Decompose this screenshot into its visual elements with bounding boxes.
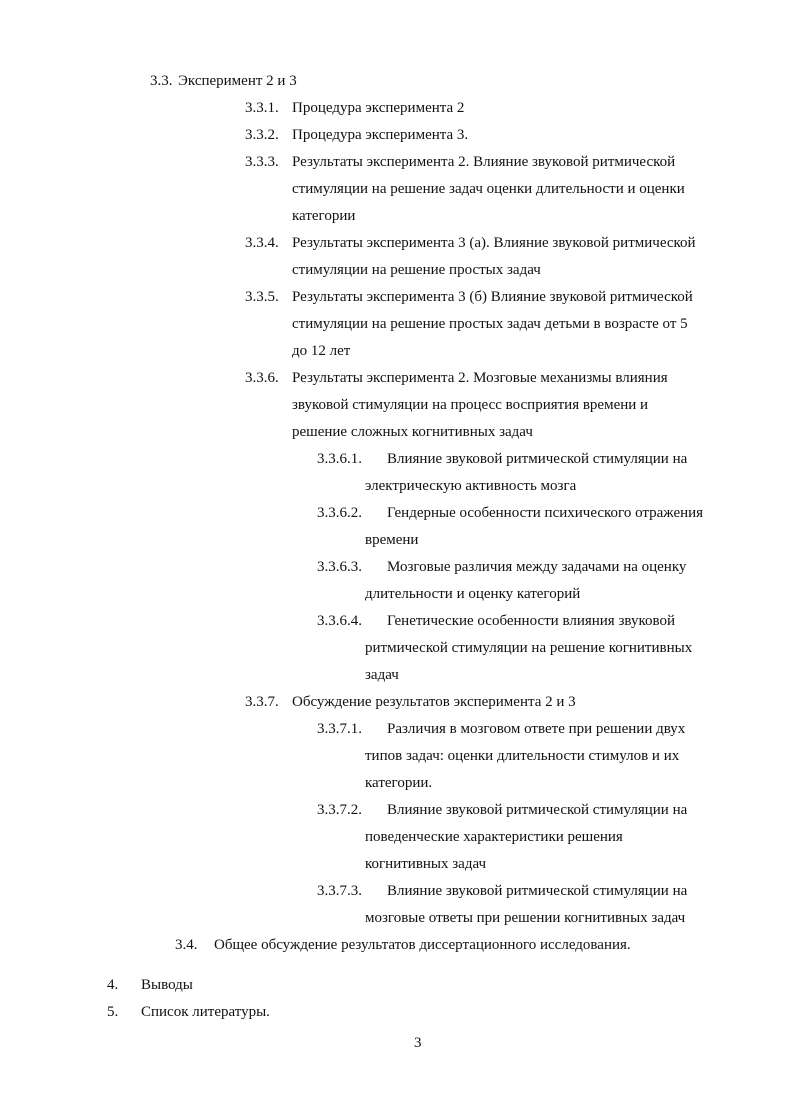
toc-number-3-3-7: 3.3.7. xyxy=(245,694,279,710)
toc-number-3-3-6: 3.3.6. xyxy=(245,370,279,386)
toc-line-3-3-7-2-b: поведенческие характеристики решения xyxy=(365,829,623,845)
toc-line-3-3-7-1-c: категории. xyxy=(365,775,433,791)
toc-number-3-3-2: 3.3.2. xyxy=(245,127,279,143)
toc-line-3-3-5-b: стимуляции на решение простых задач детьми в возрасте от 5 xyxy=(292,316,688,332)
toc-line-3-3-4-b: стимуляции на решение простых задач xyxy=(292,262,541,278)
toc-line-3-3-3-a: Результаты эксперимента 2. Влияние звуковой ритмической xyxy=(292,154,676,170)
toc-title-3-3: Эксперимент 2 и 3 xyxy=(178,73,297,89)
toc-line-3-3-6-3-b: длительности и оценку категорий xyxy=(365,586,581,602)
toc-line-3-3-7-1-b: типов задач: оценки длительности стимулов и их xyxy=(365,748,680,764)
toc-line-3-3-7-1-a: Различия в мозговом ответе при решении двух xyxy=(387,721,686,737)
toc-number-3-3: 3.3. xyxy=(150,73,173,89)
toc-number-3-4: 3.4. xyxy=(175,937,198,953)
toc-line-3-3-6-2-a: Гендерные особенности психического отражения xyxy=(387,505,704,521)
toc-line-3-3-7-3-b: мозговые ответы при решении когнитивных задач xyxy=(365,910,686,926)
toc-line-3-3-5-a: Результаты эксперимента 3 (б) Влияние звуковой ритмической xyxy=(292,289,693,305)
toc-line-3-3-5-c: до 12 лет xyxy=(292,343,351,359)
toc-line-3-3-6-a: Результаты эксперимента 2. Мозговые механизмы влияния xyxy=(292,370,668,386)
toc-number-3-3-5: 3.3.5. xyxy=(245,289,279,305)
toc-title-3-3-7: Обсуждение результатов эксперимента 2 и 3 xyxy=(292,694,576,710)
page-number: 3 xyxy=(414,1035,422,1051)
toc-line-3-3-6-4-b: ритмической стимуляции на решение когнитивных xyxy=(365,640,693,656)
toc-number-5: 5. xyxy=(107,1004,119,1020)
toc-number-3-3-6-4: 3.3.6.4. xyxy=(317,613,362,629)
toc-number-3-3-7-2: 3.3.7.2. xyxy=(317,802,362,818)
toc-line-3-3-3-b: стимуляции на решение задач оценки длительности и оценки xyxy=(292,181,685,197)
toc-line-3-3-6-3-a: Мозговые различия между задачами на оценку xyxy=(387,559,687,575)
toc-line-3-3-6-4-a: Генетические особенности влияния звуковой xyxy=(387,613,675,629)
toc-line-3-3-6-1-b: электрическую активность мозга xyxy=(365,478,577,494)
toc-line-3-3-7-2-a: Влияние звуковой ритмической стимуляции на xyxy=(387,802,688,818)
toc-number-3-3-6-2: 3.3.6.2. xyxy=(317,505,362,521)
toc-title-4: Выводы xyxy=(141,977,193,993)
toc-number-3-3-7-1: 3.3.7.1. xyxy=(317,721,362,737)
toc-line-3-3-6-2-b: времени xyxy=(365,532,419,548)
toc-number-3-3-1: 3.3.1. xyxy=(245,100,279,116)
toc-number-3-3-7-3: 3.3.7.3. xyxy=(317,883,362,899)
toc-number-3-3-6-1: 3.3.6.1. xyxy=(317,451,362,467)
toc-number-4: 4. xyxy=(107,977,119,993)
toc-title-3-4: Общее обсуждение результатов диссертационного исследования. xyxy=(214,937,631,953)
toc-line-3-3-6-1-a: Влияние звуковой ритмической стимуляции на xyxy=(387,451,688,467)
toc-line-3-3-6-c: решение сложных когнитивных задач xyxy=(292,424,533,440)
toc-line-3-3-6-4-c: задач xyxy=(365,667,399,683)
toc-title-5: Список литературы. xyxy=(141,1004,270,1020)
toc-title-3-3-2: Процедура эксперимента 3. xyxy=(292,127,469,143)
toc-line-3-3-6-b: звуковой стимуляции на процесс восприятия времени и xyxy=(292,397,649,413)
toc-line-3-3-7-2-c: когнитивных задач xyxy=(365,856,487,872)
toc-number-3-3-4: 3.3.4. xyxy=(245,235,279,251)
toc-line-3-3-3-c: категории xyxy=(292,208,356,224)
toc-title-3-3-1: Процедура эксперимента 2 xyxy=(292,100,465,116)
toc-line-3-3-7-3-a: Влияние звуковой ритмической стимуляции на xyxy=(387,883,688,899)
toc-number-3-3-3: 3.3.3. xyxy=(245,154,279,170)
toc-number-3-3-6-3: 3.3.6.3. xyxy=(317,559,362,575)
toc-line-3-3-4-a: Результаты эксперимента 3 (а). Влияние звуковой ритмической xyxy=(292,235,696,251)
